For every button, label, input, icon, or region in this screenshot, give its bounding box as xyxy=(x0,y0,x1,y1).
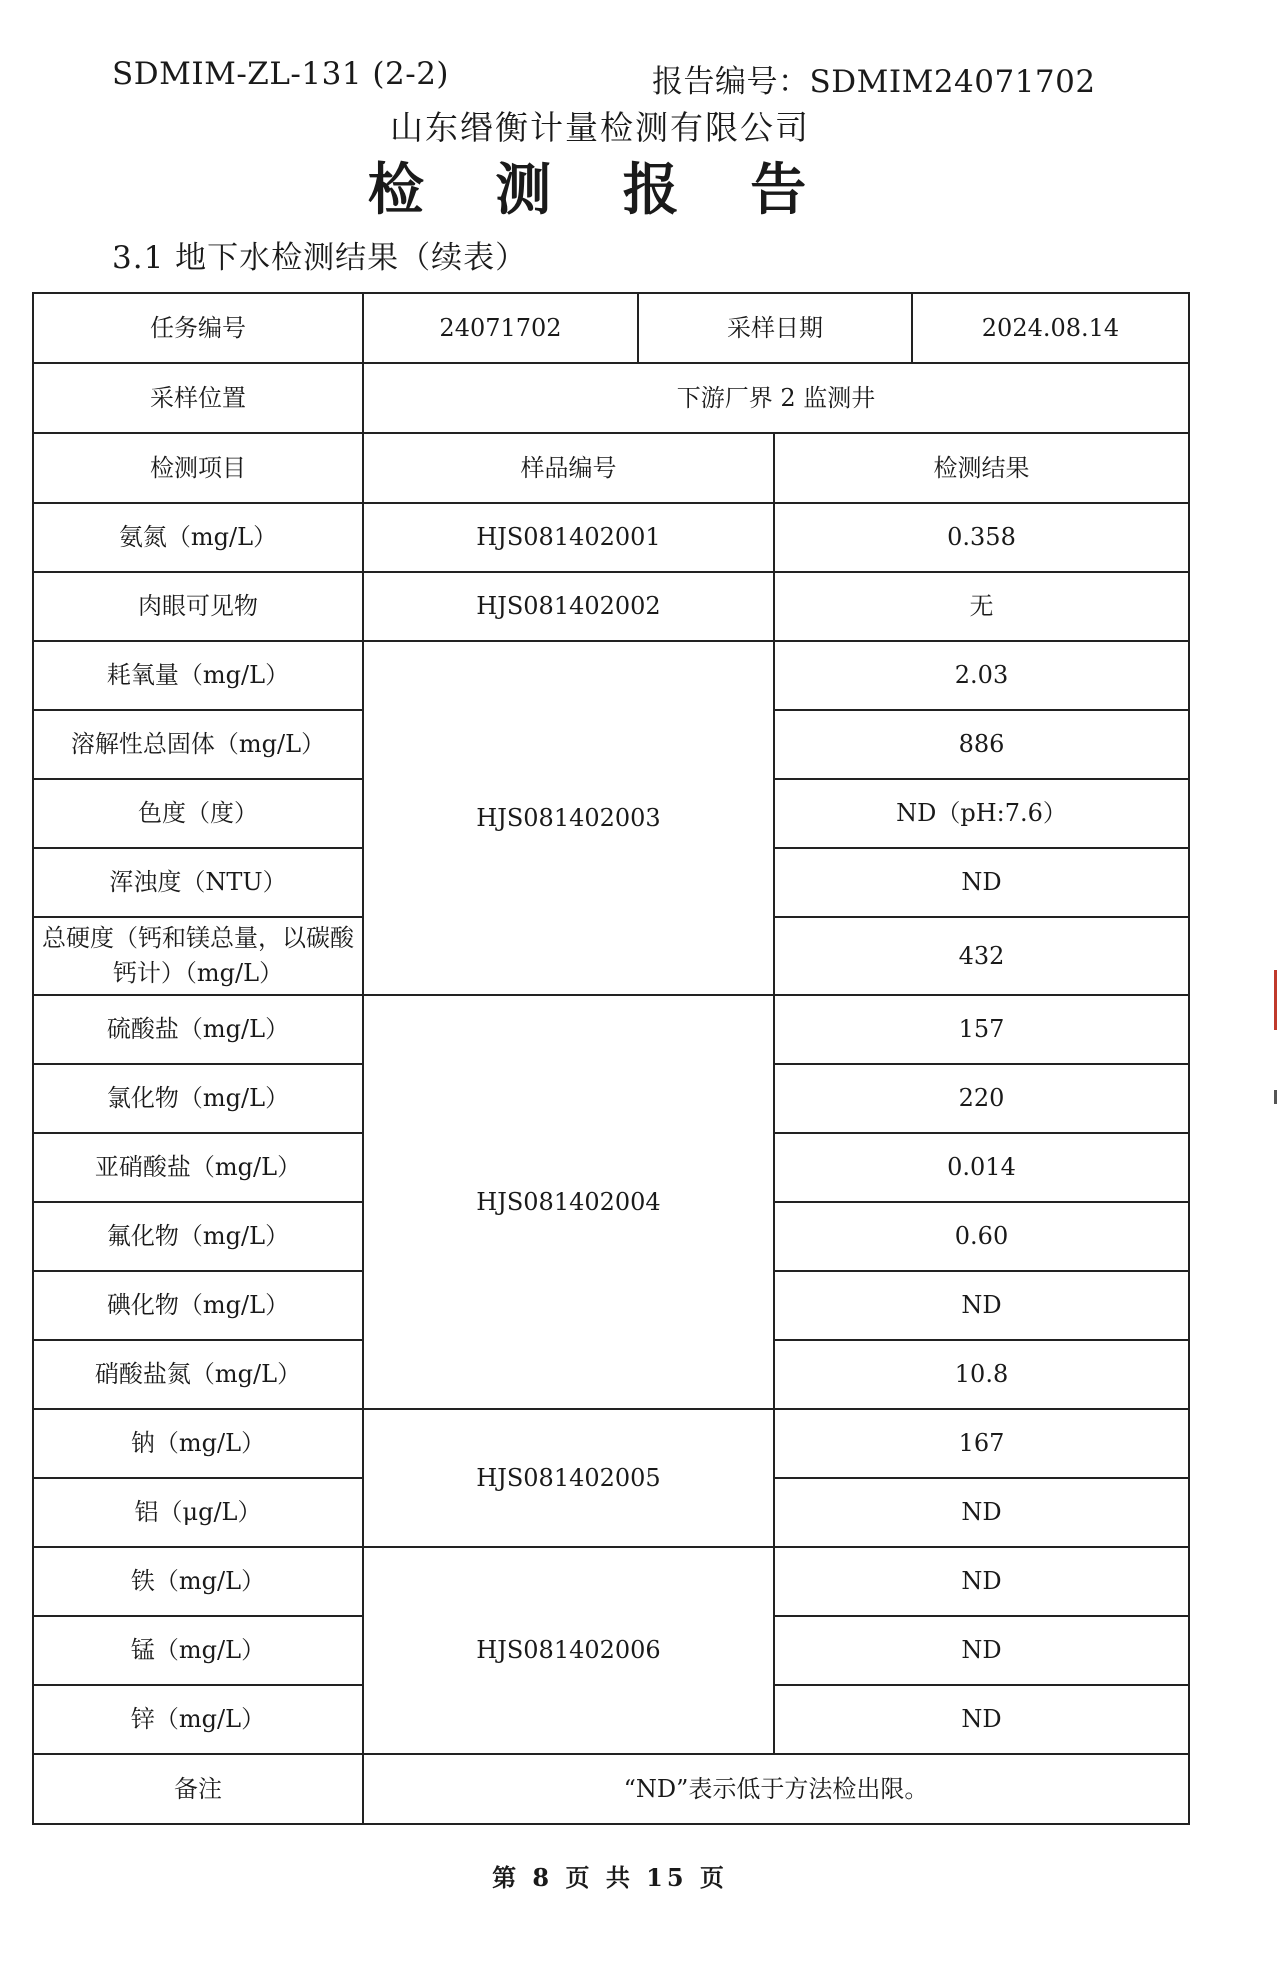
location-row xyxy=(33,363,1189,433)
test-result: 432 xyxy=(774,917,1189,995)
test-result: 886 xyxy=(774,710,1189,779)
report-number: 报告编号：SDMIM24071702 xyxy=(652,64,1096,100)
test-item: 氟化物（mg/L） xyxy=(33,1202,363,1271)
test-result: ND xyxy=(774,1616,1189,1685)
test-result: 0.358 xyxy=(774,503,1189,572)
page-number: 第 8 页 共 15 页 xyxy=(492,1863,728,1892)
test-item: 浑浊度（NTU） xyxy=(33,848,363,917)
test-result: 2.03 xyxy=(774,641,1189,710)
test-result: ND xyxy=(774,1271,1189,1340)
test-result: ND xyxy=(774,1685,1189,1754)
table-row xyxy=(33,641,1189,710)
test-item: 碘化物（mg/L） xyxy=(33,1271,363,1340)
test-item: 亚硝酸盐（mg/L） xyxy=(33,1133,363,1202)
location-label: 采样位置 xyxy=(33,363,363,433)
remark-label: 备注 xyxy=(33,1754,363,1824)
test-item: 耗氧量（mg/L） xyxy=(33,641,363,710)
company-name: 山东缗衡计量检测有限公司 xyxy=(390,108,810,147)
test-result: 0.014 xyxy=(774,1133,1189,1202)
test-item: 总硬度（钙和镁总量，以碳酸钙计）（mg/L） xyxy=(33,917,363,995)
table-row xyxy=(33,503,1189,572)
report-title: 检 测 报 告 xyxy=(367,158,833,223)
remark-row xyxy=(33,1754,1189,1824)
column-header-item: 检测项目 xyxy=(33,433,363,503)
task-value: 24071702 xyxy=(363,293,638,363)
test-item: 锌（mg/L） xyxy=(33,1685,363,1754)
remark-text: “ND”表示低于方法检出限。 xyxy=(363,1754,1189,1824)
test-result: ND（pH:7.6） xyxy=(774,779,1189,848)
test-result: 0.60 xyxy=(774,1202,1189,1271)
table-row xyxy=(33,572,1189,641)
table-row xyxy=(33,1547,1189,1616)
column-header-row xyxy=(33,433,1189,503)
sample-id: HJS081402006 xyxy=(363,1547,774,1754)
test-item: 钠（mg/L） xyxy=(33,1409,363,1478)
table-row xyxy=(33,995,1189,1064)
task-row xyxy=(33,293,1189,363)
test-item: 肉眼可见物 xyxy=(33,572,363,641)
test-item: 铝（μg/L） xyxy=(33,1478,363,1547)
sample-id: HJS081402004 xyxy=(363,995,774,1409)
document-code: SDMIM-ZL-131 (2-2) xyxy=(112,56,450,92)
column-header-sample: 样品编号 xyxy=(363,433,774,503)
test-result: ND xyxy=(774,848,1189,917)
sample-id: HJS081402003 xyxy=(363,641,774,995)
sampling-date-label: 采样日期 xyxy=(638,293,912,363)
test-result: ND xyxy=(774,1478,1189,1547)
table-row xyxy=(33,1409,1189,1478)
results-table xyxy=(32,292,1190,1825)
column-header-result: 检测结果 xyxy=(774,433,1189,503)
task-label: 任务编号 xyxy=(33,293,363,363)
test-result: 167 xyxy=(774,1409,1189,1478)
test-item: 溶解性总固体（mg/L） xyxy=(33,710,363,779)
test-result: ND xyxy=(774,1547,1189,1616)
section-title: 3.1 地下水检测结果（续表） xyxy=(112,240,528,276)
edge-mark xyxy=(1274,970,1277,1030)
test-item: 硝酸盐氮（mg/L） xyxy=(33,1340,363,1409)
sampling-date-value: 2024.08.14 xyxy=(912,293,1189,363)
test-item: 色度（度） xyxy=(33,779,363,848)
test-result: 10.8 xyxy=(774,1340,1189,1409)
test-item: 锰（mg/L） xyxy=(33,1616,363,1685)
test-item: 氨氮（mg/L） xyxy=(33,503,363,572)
test-item: 氯化物（mg/L） xyxy=(33,1064,363,1133)
test-item: 铁（mg/L） xyxy=(33,1547,363,1616)
test-item: 硫酸盐（mg/L） xyxy=(33,995,363,1064)
sample-id: HJS081402002 xyxy=(363,572,774,641)
location-value: 下游厂界 2 监测井 xyxy=(363,363,1189,433)
test-result: 157 xyxy=(774,995,1189,1064)
sample-id: HJS081402001 xyxy=(363,503,774,572)
test-result: 无 xyxy=(774,572,1189,641)
test-result: 220 xyxy=(774,1064,1189,1133)
edge-mark xyxy=(1274,1090,1277,1104)
sample-id: HJS081402005 xyxy=(363,1409,774,1547)
